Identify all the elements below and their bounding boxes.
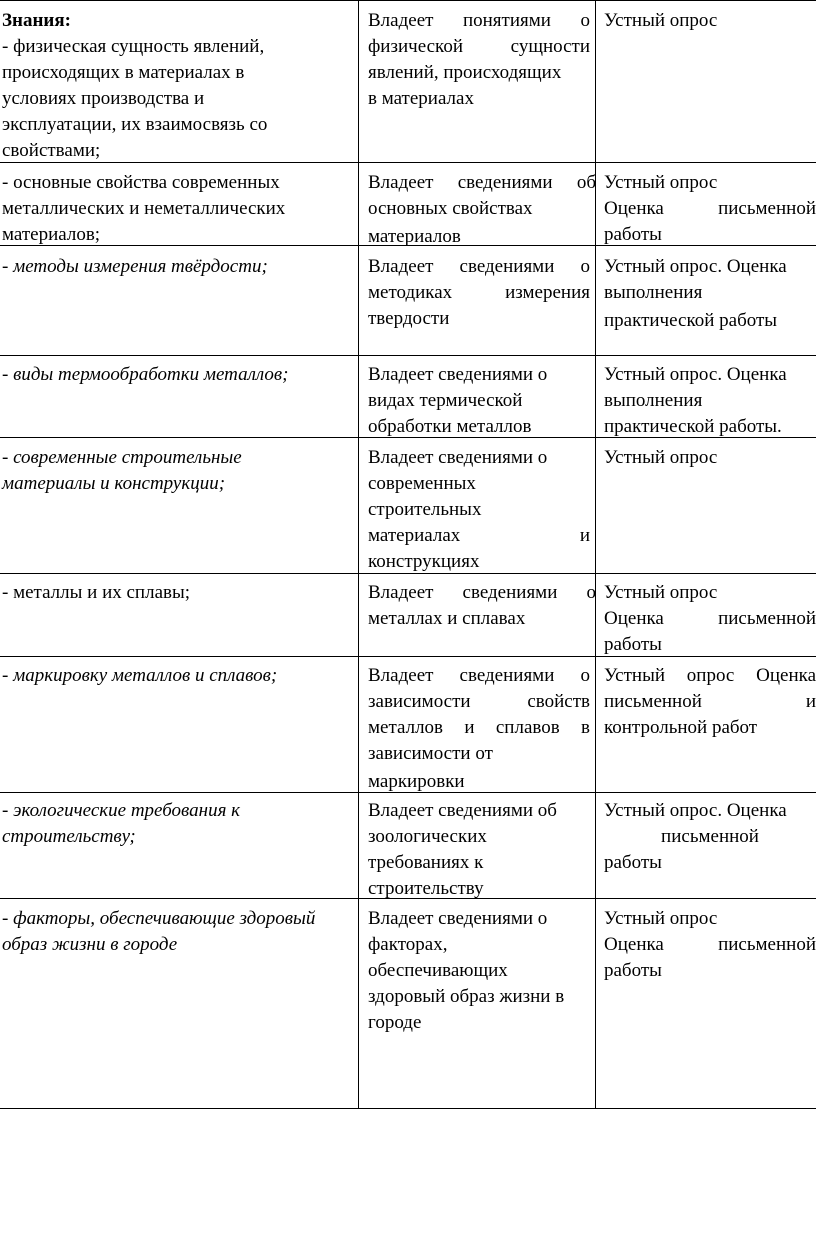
criteria-cell <box>368 580 596 632</box>
knowledge-line: материалы и конструкции; <box>2 473 226 494</box>
criteria-line: здоровый образ жизни в <box>368 986 565 1007</box>
assessment-line: Устный опрос. Оценка <box>604 256 787 277</box>
criteria-line: строительных <box>368 499 482 520</box>
criteria-line: маркировки <box>368 771 465 792</box>
knowledge-cell <box>2 445 354 497</box>
assessment-line: выполнения <box>604 282 703 303</box>
criteria-line: методиках измерения <box>368 282 590 303</box>
criteria-line: явлений, происходящих <box>368 62 562 83</box>
assessment-line: письменной и <box>604 691 816 712</box>
knowledge-text: маркировку металлов и сплавов; <box>13 665 278 686</box>
assessment-line: работы <box>604 960 662 981</box>
knowledge-text: методы измерения твёрдости; <box>13 256 268 277</box>
knowledge-line <box>2 906 354 932</box>
assessment-line: Устный опрос. Оценка <box>604 364 787 385</box>
criteria-line: физической сущности <box>368 36 590 57</box>
criteria-line: факторах, <box>368 934 448 955</box>
row-divider <box>0 355 816 356</box>
knowledge-prefix: - <box>2 908 14 929</box>
knowledge-line <box>2 362 354 388</box>
knowledge-prefix: - <box>2 665 14 686</box>
criteria-cell <box>368 170 596 250</box>
knowledge-line: происходящих в материалах в <box>2 62 245 83</box>
column-divider <box>595 0 596 1109</box>
knowledge-heading: Знания: <box>2 10 71 31</box>
assessment-cell <box>604 663 816 741</box>
criteria-line: зависимости свойств <box>368 691 590 712</box>
knowledge-cell <box>2 798 354 850</box>
knowledge-cell <box>2 580 354 606</box>
criteria-line: металлах и сплавах <box>368 608 526 629</box>
knowledge-line <box>2 254 354 280</box>
assessment-line: Устный опрос <box>604 582 718 603</box>
assessment-cell <box>604 362 816 440</box>
criteria-line: зоологических <box>368 826 487 847</box>
criteria-line: Владеет сведениями о <box>368 256 590 277</box>
assessment-cell <box>604 798 816 876</box>
knowledge-line: - физическая сущность явлений, <box>2 36 265 57</box>
assessment-line: Оценка письменной <box>604 198 816 219</box>
knowledge-cell <box>2 170 354 248</box>
assessment-line: Оценка письменной <box>604 934 816 955</box>
knowledge-line <box>2 445 354 471</box>
knowledge-line: металлических и неметаллических <box>2 198 286 219</box>
knowledge-line <box>2 798 354 824</box>
knowledge-prefix: - <box>2 256 14 277</box>
criteria-line: Владеет сведениями о <box>368 447 548 468</box>
criteria-line: металлов и сплавов в <box>368 717 590 738</box>
assessment-line: практической работы. <box>604 416 782 437</box>
criteria-line: материалов <box>368 226 461 247</box>
knowledge-line: условиях производства и <box>2 88 205 109</box>
criteria-line: Владеет сведениями об <box>368 172 596 193</box>
assessment-line: Оценка письменной <box>604 608 816 629</box>
criteria-line: зависимости от <box>368 743 493 764</box>
knowledge-cell <box>2 8 354 164</box>
criteria-line: строительству <box>368 878 484 899</box>
assessment-line: выполнения <box>604 390 703 411</box>
assessment-line: Устный опрос Оценка <box>604 665 816 686</box>
assessment-cell <box>604 580 816 658</box>
assessment-line: Устный опрос <box>604 10 718 31</box>
criteria-cell <box>368 798 590 902</box>
knowledge-line: эксплуатации, их взаимосвязь со <box>2 114 268 135</box>
knowledge-line: свойствами; <box>2 140 101 161</box>
criteria-cell <box>368 362 590 440</box>
criteria-line: твердости <box>368 308 450 329</box>
assessment-line: Устный опрос <box>604 172 718 193</box>
knowledge-text: экологические требования к <box>13 800 241 821</box>
assessment-line: Устный опрос <box>604 447 718 468</box>
knowledge-line: образ жизни в городе <box>2 934 178 955</box>
knowledge-cell <box>2 663 354 689</box>
criteria-line: обеспечивающих <box>368 960 508 981</box>
row-divider <box>0 1108 816 1109</box>
knowledge-line: - металлы и их сплавы; <box>2 582 191 603</box>
assessment-cell <box>604 906 816 984</box>
knowledge-line: строительству; <box>2 826 136 847</box>
knowledge-cell <box>2 906 354 958</box>
assessment-cell <box>604 445 816 471</box>
criteria-line: Владеет сведениями об <box>368 800 557 821</box>
criteria-line: видах термической <box>368 390 523 411</box>
assessment-line: практической работы <box>604 310 778 331</box>
criteria-cell <box>368 906 590 1036</box>
criteria-line: современных <box>368 473 476 494</box>
knowledge-prefix: - <box>2 447 14 468</box>
criteria-line: городе <box>368 1012 422 1033</box>
criteria-line: Владеет сведениями о <box>368 582 596 603</box>
criteria-cell <box>368 445 590 575</box>
knowledge-line: материалов; <box>2 224 101 245</box>
knowledge-cell <box>2 362 354 388</box>
knowledge-cell <box>2 254 354 280</box>
knowledge-line: - основные свойства современных <box>2 172 280 193</box>
knowledge-prefix: - <box>2 364 14 385</box>
criteria-cell <box>368 8 590 112</box>
criteria-cell <box>368 663 590 795</box>
knowledge-text: виды термообработки металлов; <box>13 364 289 385</box>
criteria-line: требованиях к <box>368 852 484 873</box>
assessment-line: Устный опрос. Оценка <box>604 800 787 821</box>
assessment-line: письменной <box>661 826 759 847</box>
assessment-cell <box>604 8 816 34</box>
knowledge-text: современные строительные <box>13 447 242 468</box>
assessment-cell <box>604 170 816 248</box>
assessment-cell <box>604 254 816 334</box>
knowledge-text: факторы, обеспечивающие здоровый <box>13 908 316 929</box>
criteria-line: Владеет сведениями о <box>368 364 548 385</box>
criteria-line: в материалах <box>368 88 474 109</box>
criteria-line: Владеет понятиями о <box>368 10 590 31</box>
criteria-line: Владеет сведениями о <box>368 665 590 686</box>
criteria-line: Владеет сведениями о <box>368 908 548 929</box>
assessment-line: Устный опрос <box>604 908 718 929</box>
column-divider <box>358 0 359 1109</box>
criteria-line: конструкциях <box>368 551 480 572</box>
assessment-line: контрольной работ <box>604 717 758 738</box>
criteria-line: обработки металлов <box>368 416 532 437</box>
assessment-line: работы <box>604 224 662 245</box>
criteria-line: материалах и <box>368 525 590 546</box>
knowledge-prefix: - <box>2 800 14 821</box>
criteria-cell <box>368 254 590 332</box>
row-divider <box>0 0 816 1</box>
assessment-line: работы <box>604 852 662 873</box>
knowledge-line <box>2 663 354 689</box>
criteria-line: основных свойствах <box>368 198 533 219</box>
assessment-line: работы <box>604 634 662 655</box>
